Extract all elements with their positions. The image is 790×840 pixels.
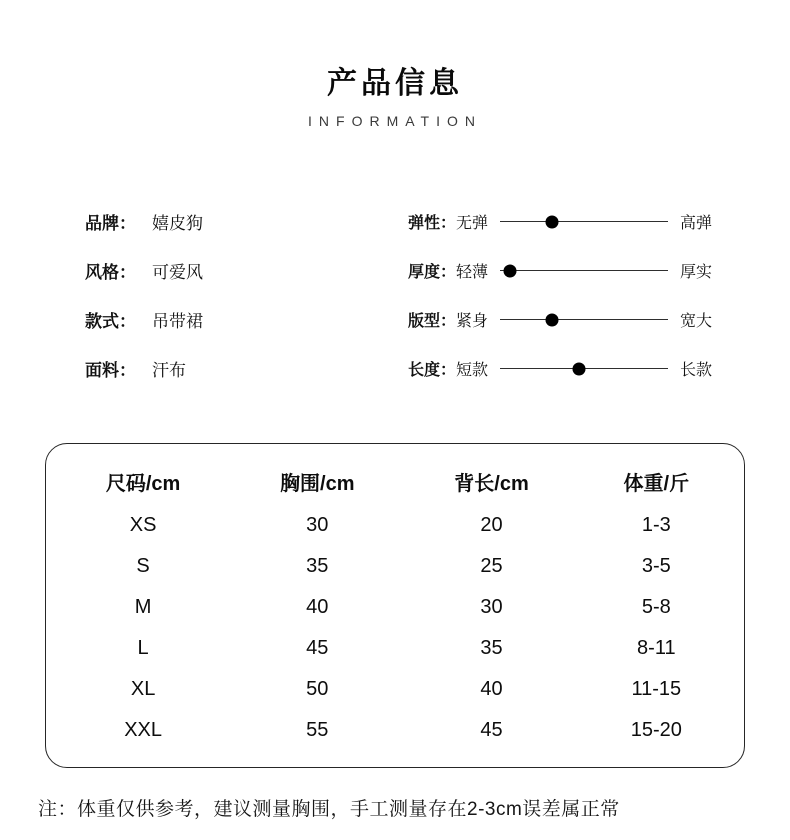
table-cell: 11-15 [631,678,682,700]
slider-dot [546,215,559,228]
slider-label: 长度： [407,362,456,379]
size-table-header-row [56,458,734,505]
table-cell: 55 [306,719,329,741]
table-cell: XXL [124,719,162,741]
slider-left-label: 短款 [455,362,488,379]
slider-label: 弹性： [407,215,456,232]
slider-left-label: 轻薄 [455,264,488,281]
table-row [56,587,734,628]
measurement-note: 注：体重仅供参考，建议测量胸围，手工测量存在2-3cm误差属正常 [38,799,620,820]
slider-right-label: 宽大 [679,313,712,330]
slider-label: 厚度： [407,264,456,281]
page-title: 产品信息 [327,67,463,100]
table-cell: 35 [480,637,503,659]
table-cell: 15-20 [630,719,682,741]
page-header [0,0,790,129]
table-header-cell: 胸围/cm [280,473,355,495]
table-cell: 40 [480,678,503,700]
slider-label: 版型： [407,313,456,330]
slider-list [408,197,712,393]
table-header-cell: 体重/斤 [623,473,690,495]
size-table [56,458,734,751]
table-row [56,710,734,751]
attribute-label: 面料： [85,361,136,380]
table-cell: 25 [480,555,503,577]
page-subtitle: INFORMATION [308,113,482,129]
attribute-label: 款式： [85,312,136,331]
table-cell: 50 [306,678,329,700]
attribute-list [85,197,203,393]
table-cell: 35 [306,555,329,577]
slider-track [500,368,668,369]
slider-track [500,221,668,222]
slider-track [500,270,668,271]
attribute-label: 风格： [85,263,136,282]
table-cell: S [136,555,150,577]
table-row [56,669,734,710]
slider-row-fit [408,295,712,344]
slider-row-length [408,344,712,393]
slider-right-label: 高弹 [679,215,712,232]
table-cell: M [134,596,152,618]
attribute-value: 吊带裙 [152,312,203,331]
table-row [56,628,734,669]
table-cell: 20 [480,514,503,536]
table-cell: 30 [480,596,503,618]
slider-right-label: 厚实 [679,264,712,281]
slider-right-label: 长款 [679,362,712,379]
slider-track [500,319,668,320]
table-cell: 30 [306,514,329,536]
slider-row-elasticity [408,197,712,246]
table-cell: 8-11 [637,637,676,659]
table-cell: L [137,637,149,659]
attribute-value: 嬉皮狗 [152,214,203,233]
table-cell: 1-3 [641,514,671,536]
table-cell: 45 [306,637,329,659]
attribute-row-type [85,295,203,344]
slider-dot [504,264,517,277]
attribute-value: 汗布 [152,361,186,380]
table-cell: XL [130,678,156,700]
size-table-box [45,443,745,768]
table-row [56,546,734,587]
attribute-row-style [85,246,203,295]
table-row [56,505,734,546]
slider-dot [572,362,585,375]
attribute-value: 可爱风 [152,263,203,282]
slider-left-label: 紧身 [455,313,488,330]
table-cell: 3-5 [641,555,671,577]
attribute-label: 品牌： [85,214,136,233]
table-cell: 45 [480,719,503,741]
table-cell: 40 [306,596,329,618]
attribute-row-brand [85,197,203,246]
table-cell: XS [129,514,157,536]
slider-dot [546,313,559,326]
table-cell: 5-8 [641,596,671,618]
slider-row-thickness [408,246,712,295]
table-header-cell: 背长/cm [454,473,529,495]
attribute-row-fabric [85,344,203,393]
table-header-cell: 尺码/cm [105,473,181,495]
slider-left-label: 无弹 [455,215,488,232]
product-specs [0,197,790,393]
